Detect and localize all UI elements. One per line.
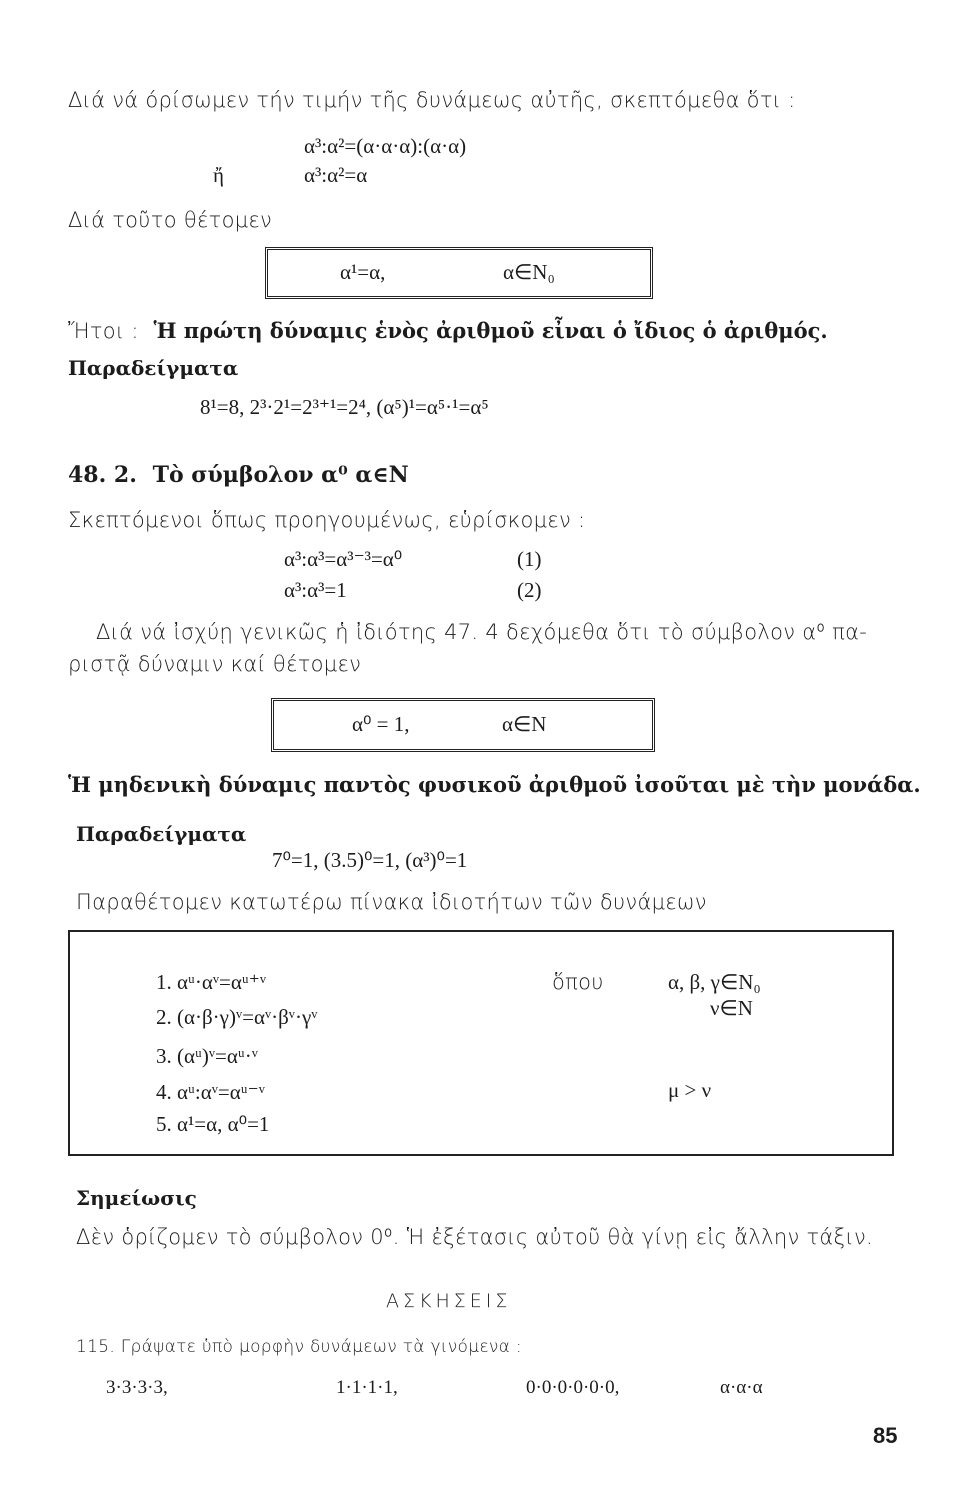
statement-1: [68, 318, 828, 343]
product-4: α·α·α: [720, 1377, 763, 1398]
section-title: Τὸ σύμβολον α⁰ α∈N: [152, 462, 409, 488]
equation-4-number: (2): [517, 578, 542, 602]
examples-title-2: Παραδείγματα: [76, 822, 247, 846]
section-heading: [68, 462, 409, 488]
product-1: 3·3·3·3,: [106, 1377, 168, 1398]
equation-4: α³:α³=1: [284, 578, 347, 602]
property-4: 4. αᵘ:αᵛ=αᵘ⁻ᵛ: [156, 1080, 265, 1104]
page-number: 85: [873, 1423, 898, 1448]
box2-domain: α∈N: [502, 712, 547, 736]
product-2: 1·1·1·1,: [336, 1377, 398, 1398]
property-3: 3. (αᵘ)ᵛ=αᵘ·ᵛ: [156, 1044, 258, 1068]
equation-2: α³:α²=α: [304, 163, 368, 187]
condition-1: α, β, γ∈N₀: [668, 970, 761, 994]
box1-formula: α¹=α,: [340, 260, 386, 284]
statement-1-text: Ἡ πρώτη δύναμις ἑνὸς ἀριθμοῦ εἶναι ὁ ἴδιος ὁ ἀριθμός.: [153, 318, 828, 343]
where-word: ὅπου: [552, 970, 604, 994]
condition-2: ν∈N: [710, 996, 753, 1020]
paragraph-line-2: ριστᾷ δύναμιν καί θέτομεν: [68, 652, 362, 676]
intro-line: Διά νά όρίσωμεν τήν τιμήν τῆς δυνάμεως αὐτῆς, σκεπτόμεθα ὅτι :: [68, 88, 796, 112]
definition-box-1: [265, 247, 653, 299]
note-title: Σημείωσις: [76, 1186, 197, 1210]
box2-formula: α⁰ = 1,: [352, 712, 410, 736]
note-text: Δὲν ὁρίζομεν τὸ σύμβολον 0⁰. Ἡ ἐξέτασις αὐτοῦ θὰ γίνῃ εἰς ἄλλην τάξιν.: [76, 1225, 873, 1249]
property-1: 1. αᵘ·αᵛ=αᵘ⁺ᵛ: [156, 970, 267, 994]
paragraph-line-1: Διά νά ἰσχύῃ γενικῶς ἡ ἰδιότης 47. 4 δεχόμεθα ὅτι τὸ σύμβολον α⁰ πα-: [96, 620, 868, 644]
product-3: 0·0·0·0·0·0,: [526, 1377, 620, 1398]
exercise-115: 115. Γράψατε ὑπὸ μορφὴν δυνάμεων τὰ γινόμενα :: [76, 1337, 522, 1357]
equation-3-number: (1): [517, 547, 542, 571]
section-number: 48. 2.: [68, 462, 137, 488]
examples-line-2: 7⁰=1, (3.5)⁰=1, (α³)⁰=1: [272, 848, 468, 872]
reasoning-line: Σκεπτόμενοι ὅπως προηγουμένως, εὑρίσκομεν :: [68, 508, 586, 532]
examples-title-1: Παραδείγματα: [68, 356, 239, 380]
exercises-title: ΑΣΚΗΣΕΙΣ: [386, 1290, 512, 1312]
statement-1-prefix: Ἤτοι :: [68, 319, 139, 343]
examples-line-1: 8¹=8, 2³·2¹=2³⁺¹=2⁴, (α⁵)¹=α⁵·¹=α⁵: [200, 395, 489, 419]
box1-domain: α∈N₀: [503, 260, 555, 284]
property-2: 2. (α·β·γ)ᵛ=αᵛ·βᵛ·γᵛ: [156, 1005, 318, 1029]
equation-3: α³:α³=α³⁻³=α⁰: [284, 547, 403, 571]
equation-1: α³:α²=(α·α·α):(α·α): [304, 134, 467, 158]
therefore-line: Διά τοῦτο θέτομεν: [68, 208, 273, 232]
statement-2: Ἡ μηδενικὴ δύναμις παντὸς φυσικοῦ ἀριθμοῦ ἰσοῦται μὲ τὴν μονάδα.: [68, 772, 921, 797]
condition-3: μ > ν: [668, 1078, 712, 1102]
property-5: 5. α¹=α, α⁰=1: [156, 1112, 270, 1136]
or-word: ἤ: [213, 163, 224, 187]
definition-box-2: [271, 698, 655, 752]
table-intro: Παραθέτομεν κατωτέρω πίνακα ἰδιοτήτων τῶν δυνάμεων: [76, 890, 707, 914]
